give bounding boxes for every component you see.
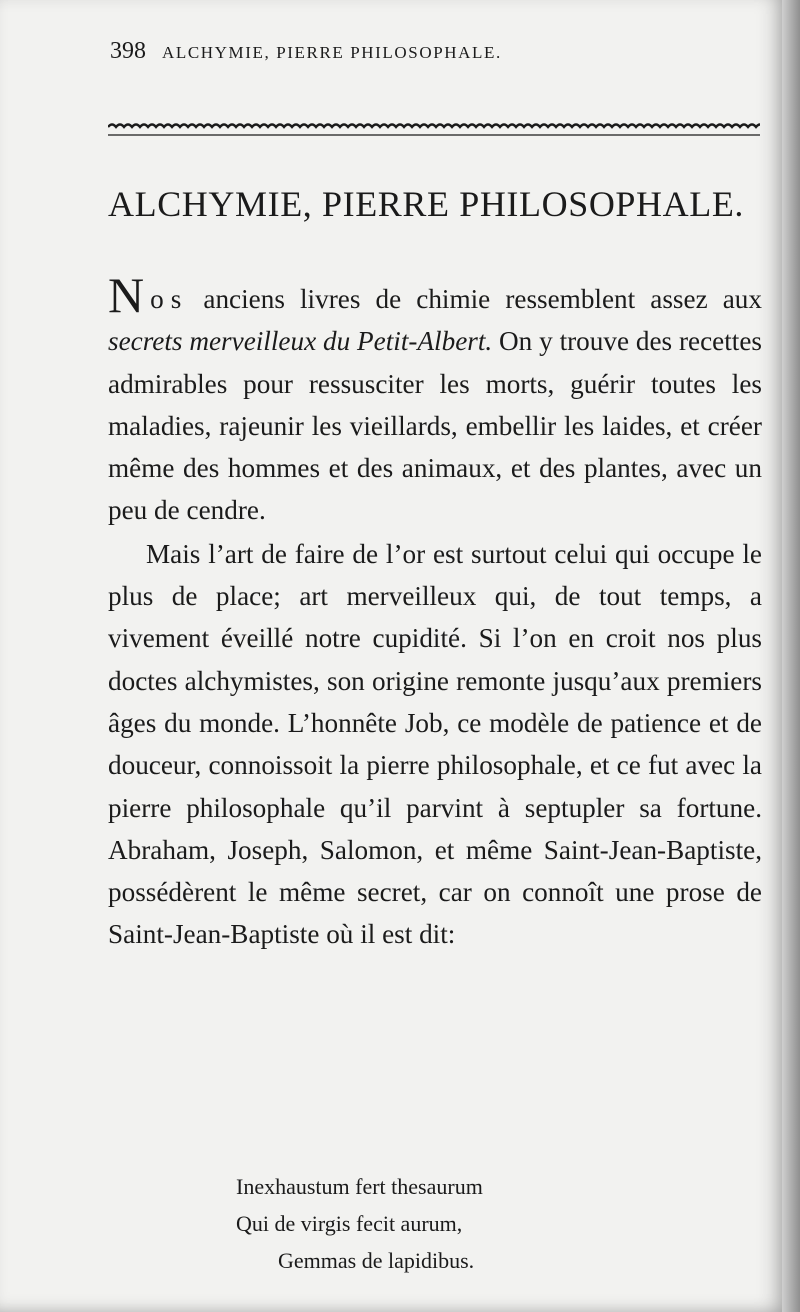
paragraph-1-part1: anciens livres de chimie ressemblent assez aux: [203, 284, 762, 314]
running-title: ALCHYMIE, PIERRE PHILOSOPHALE.: [162, 43, 502, 62]
running-head: [110, 38, 742, 65]
verse-line-2: Qui de virgis fecit aurum,: [236, 1211, 463, 1236]
page-edge: [782, 0, 800, 1312]
chapter-title: ALCHYMIE, PIERRE PHILOSOPHALE.: [108, 184, 745, 224]
verse-line-1: Inexhaustum fert thesaurum: [236, 1174, 483, 1199]
ornamental-rule: [108, 118, 760, 140]
paragraph-2: Mais l’art de faire de l’or est surtout celui qui occupe le plus de place; art merveilleux qui, de tout temps, a vivement éveillé notre cupidité. Si l’on en croit nos plus doctes alchymistes, son origine remonte jusqu’aux premiers âges du monde. L’honnête Job, ce modèle de patience et de douceur, connoissoit la pierre philosophale, et ce fut avec la pierre philosophale qu’il parvint à septupler sa fortune. Abraham, Joseph, Salomon, et même Saint-Jean-Baptiste, possédèrent le même secret, car on connoît une prose de Saint-Jean-Baptiste où il est dit:: [108, 538, 762, 950]
body-text: [108, 267, 762, 956]
paragraph-1: [108, 267, 762, 532]
book-title-italic: secrets merveilleux du Petit-Albert.: [108, 326, 493, 357]
latin-verse: [108, 1168, 762, 1279]
paragraph-1-part2: On y trouve des recettes admirables pour ressusciter les morts, guérir toutes les maladies, rajeunir les vieillards, embellir les laides, et créer même des hommes et des animaux, et des plantes, avec un peu de cendre.: [108, 326, 762, 526]
drop-cap: N: [108, 267, 145, 323]
page-number: 398: [110, 38, 146, 64]
first-word-rest: os: [150, 284, 189, 314]
verse-line-3: Gemmas de lapidibus.: [278, 1248, 475, 1273]
